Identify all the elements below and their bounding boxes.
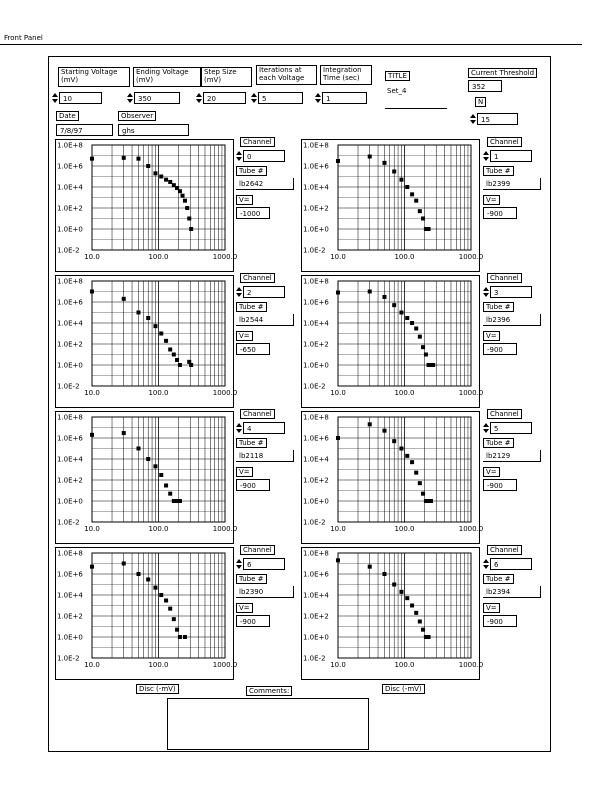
y-tick-label: 1.0E-2 [303,382,326,391]
data-point [399,311,403,315]
y-tick-label: 1.0E+2 [303,340,329,349]
data-point [146,577,150,581]
data-point [175,628,179,632]
tube-field[interactable]: lb2118 [236,450,294,462]
window-title: Front Panel [4,34,43,42]
channel-spinner[interactable] [483,150,489,162]
data-point [90,290,94,294]
data-point [90,565,94,569]
plot-2 [55,275,241,411]
data-point [185,206,189,210]
x-tick-label: 1000.0 [458,525,484,533]
ending-voltage-spinner[interactable] [127,92,133,104]
data-point [405,596,409,600]
tube-label: Tube # [483,438,514,448]
data-point [164,178,168,182]
y-tick-label: 1.0E+4 [303,183,329,192]
y-tick-label: 1.0E-2 [303,654,326,663]
y-tick-label: 1.0E+6 [57,434,83,443]
data-point [178,635,182,639]
y-tick-label: 1.0E+0 [303,361,329,370]
tube-field[interactable]: lb2544 [236,314,294,326]
x-tick-label: 1000.0 [212,525,238,533]
x-tick-label: 1000.0 [458,389,484,397]
data-point [421,217,425,221]
current-threshold-label: Current Threshold [468,68,537,78]
y-tick-label: 1.0E+2 [303,612,329,621]
starting-voltage-spinner[interactable] [52,92,58,104]
y-tick-label: 1.0E+6 [303,298,329,307]
data-point [418,335,422,339]
y-tick-label: 1.0E+6 [57,162,83,171]
y-tick-label: 1.0E+4 [303,319,329,328]
plot-7 [301,547,487,683]
tube-label: Tube # [483,302,514,312]
observer-field[interactable]: ghs [118,124,189,136]
data-point [421,492,425,496]
data-point [159,175,163,179]
data-point [405,185,409,189]
data-point [410,321,414,325]
y-tick-label: 1.0E+2 [303,204,329,213]
ending-voltage-field[interactable]: 350 [134,92,180,104]
tube-field[interactable]: lb2399 [483,178,541,190]
x-tick-label: 100.0 [394,661,415,669]
channel-field[interactable]: 5 [490,422,532,434]
y-tick-label: 1.0E+4 [57,591,83,600]
starting-voltage-field[interactable]: 10 [59,92,102,104]
data-point [368,155,372,159]
data-point [136,447,140,451]
data-point [168,492,172,496]
step-size-label: Step Size (mV) [201,67,252,87]
voltage-field[interactable]: -650 [236,343,270,355]
data-point [178,363,182,367]
channel-spinner[interactable] [236,558,242,570]
y-tick-label: 1.0E+2 [57,476,83,485]
data-point [153,171,157,175]
y-tick-label: 1.0E+6 [57,298,83,307]
data-point [382,295,386,299]
current-threshold-field[interactable]: 352 [468,80,502,92]
data-point [181,194,185,198]
y-tick-label: 1.0E+4 [303,591,329,600]
data-point [382,572,386,576]
step-size-field[interactable]: 20 [203,92,246,104]
y-tick-label: 1.0E+8 [303,413,329,422]
x-tick-label: 100.0 [148,389,169,397]
channel-spinner[interactable] [236,150,242,162]
n-spinner[interactable] [470,113,476,125]
y-tick-label: 1.0E+0 [303,225,329,234]
x-tick-label: 1000.0 [458,253,484,261]
channel-label: Channel [240,273,275,283]
data-point [90,157,94,161]
voltage-label: V= [236,603,253,613]
y-tick-label: 1.0E+4 [303,455,329,464]
channel-spinner[interactable] [236,422,242,434]
voltage-label: V= [483,467,500,477]
y-tick-label: 1.0E+8 [303,549,329,558]
y-tick-label: 1.0E+6 [303,434,329,443]
data-point [146,316,150,320]
data-point [429,499,433,503]
x-tick-label: 100.0 [394,253,415,261]
voltage-label: V= [483,603,500,613]
step-size-spinner[interactable] [196,92,202,104]
x-tick-label: 1000.0 [212,253,238,261]
data-point [136,572,140,576]
voltage-label: V= [236,331,253,341]
data-point [368,290,372,294]
channel-field[interactable]: 6 [243,558,285,570]
tube-label: Tube # [236,574,267,584]
y-tick-label: 1.0E+0 [57,361,83,370]
y-tick-label: 1.0E+8 [303,141,329,150]
y-tick-label: 1.0E+0 [57,633,83,642]
data-point [90,433,94,437]
data-point [399,590,403,594]
voltage-label: V= [483,331,500,341]
x-tick-label: 1000.0 [458,661,484,669]
data-point [414,611,418,615]
plot-6 [55,547,241,683]
data-point [368,565,372,569]
voltage-label: V= [236,467,253,477]
data-point [122,562,126,566]
x-tick-label: 100.0 [148,661,169,669]
data-point [122,297,126,301]
y-tick-label: 1.0E+6 [57,570,83,579]
y-tick-label: 1.0E+2 [57,340,83,349]
data-point [336,558,340,562]
tube-label: Tube # [236,302,267,312]
tube-field[interactable]: lb2396 [483,314,541,326]
data-point [159,473,163,477]
data-point [153,324,157,328]
x-tick-label: 1000.0 [212,661,238,669]
data-point [399,447,403,451]
y-tick-label: 1.0E+0 [57,225,83,234]
n-field[interactable]: 15 [477,113,518,125]
voltage-field[interactable]: -900 [236,479,270,491]
data-point [382,161,386,165]
channel-label: Channel [487,273,522,283]
channel-spinner[interactable] [483,422,489,434]
tube-label: Tube # [483,166,514,176]
voltage-label: V= [483,195,500,205]
voltage-field[interactable]: -900 [483,479,517,491]
plot-1 [301,139,487,275]
data-point [336,159,340,163]
data-point [159,593,163,597]
channel-label: Channel [487,545,522,555]
y-tick-label: 1.0E-2 [57,246,80,255]
data-point [189,363,193,367]
title-label: TITLE [385,71,410,81]
data-point [122,156,126,160]
channel-field[interactable]: 3 [490,286,532,298]
title-field[interactable]: Set_4 [387,87,407,95]
tube-field[interactable]: lb2642 [236,178,294,190]
data-point [421,345,425,349]
observer-label: Observer [118,111,156,121]
data-point [405,454,409,458]
data-point [183,635,187,639]
channel-field[interactable]: 1 [490,150,532,162]
y-tick-label: 1.0E+0 [303,497,329,506]
tube-label: Tube # [236,438,267,448]
plot-5 [301,411,487,547]
data-point [392,169,396,173]
data-point [172,353,176,357]
comments-field[interactable] [167,698,369,750]
y-tick-label: 1.0E+4 [57,455,83,464]
tube-field[interactable]: lb2129 [483,450,541,462]
data-point [136,157,140,161]
iterations-spinner[interactable] [251,92,257,104]
channel-field[interactable]: 0 [243,150,285,162]
data-point [427,635,431,639]
y-tick-label: 1.0E+8 [303,277,329,286]
data-point [336,291,340,295]
data-point [178,499,182,503]
x-tick-label: 100.0 [148,525,169,533]
data-point [424,353,428,357]
x-tick-label: 100.0 [394,525,415,533]
x-tick-label: 10.0 [84,525,100,533]
data-point [172,617,176,621]
channel-label: Channel [240,545,275,555]
data-point [418,619,422,623]
iterations-label: Iterations at each Voltage [256,65,317,85]
y-tick-label: 1.0E-2 [303,246,326,255]
data-point [164,598,168,602]
channel-field[interactable]: 2 [243,286,285,298]
data-point [189,227,193,231]
data-point [410,460,414,464]
tube-field[interactable]: lb2394 [483,586,541,598]
date-field[interactable]: 7/8/97 [56,124,113,136]
channel-label: Channel [487,137,522,147]
y-tick-label: 1.0E+4 [57,319,83,328]
data-point [418,209,422,213]
data-point [392,583,396,587]
data-point [427,227,431,231]
tube-field[interactable]: lb2390 [236,586,294,598]
y-tick-label: 1.0E+8 [57,141,83,150]
tube-label: Tube # [483,574,514,584]
x-tick-label: 100.0 [394,389,415,397]
iterations-field[interactable]: 5 [258,92,303,104]
x-axis-label-left: Disc (-mV) [136,684,179,694]
x-tick-label: 100.0 [148,253,169,261]
channel-spinner[interactable] [483,286,489,298]
y-tick-label: 1.0E+0 [303,633,329,642]
x-tick-label: 10.0 [330,253,346,261]
channel-field[interactable]: 6 [490,558,532,570]
comments-label: Comments: [246,686,292,696]
data-point [183,199,187,203]
y-tick-label: 1.0E+8 [57,277,83,286]
y-tick-label: 1.0E+2 [57,612,83,621]
x-axis-label-right: Disc (-mV) [382,684,425,694]
x-tick-label: 10.0 [84,389,100,397]
channel-label: Channel [240,409,275,419]
channel-label: Channel [240,137,275,147]
voltage-field[interactable]: -900 [483,207,517,219]
voltage-field[interactable]: -900 [483,615,517,627]
y-tick-label: 1.0E+2 [303,476,329,485]
data-point [399,178,403,182]
data-point [164,483,168,487]
data-point [336,436,340,440]
data-point [392,303,396,307]
integration-time-spinner[interactable] [315,92,321,104]
data-point [410,192,414,196]
data-point [168,607,172,611]
y-tick-label: 1.0E+8 [57,413,83,422]
data-point [168,347,172,351]
data-point [368,422,372,426]
data-point [431,363,435,367]
y-tick-label: 1.0E+8 [57,549,83,558]
x-tick-label: 10.0 [330,661,346,669]
data-point [392,439,396,443]
ending-voltage-label: Ending Voltage (mV) [133,67,201,87]
date-label: Date [56,111,79,121]
y-tick-label: 1.0E-2 [57,382,80,391]
y-tick-label: 1.0E+2 [57,204,83,213]
y-tick-label: 1.0E-2 [303,518,326,527]
data-point [122,431,126,435]
data-point [421,628,425,632]
tube-label: Tube # [236,166,267,176]
voltage-field[interactable]: -1000 [236,207,270,219]
x-tick-label: 1000.0 [212,389,238,397]
y-tick-label: 1.0E-2 [57,518,80,527]
data-point [414,471,418,475]
y-tick-label: 1.0E-2 [57,654,80,663]
n-label: N [475,97,486,107]
data-point [146,164,150,168]
data-point [153,586,157,590]
data-point [153,464,157,468]
y-tick-label: 1.0E+6 [303,570,329,579]
y-tick-label: 1.0E+0 [57,497,83,506]
data-point [159,332,163,336]
integration-time-field[interactable]: 1 [322,92,367,104]
data-point [382,429,386,433]
data-point [414,326,418,330]
title-divider [0,44,582,45]
plot-3 [301,275,487,411]
data-point [178,189,182,193]
x-tick-label: 10.0 [84,253,100,261]
y-tick-label: 1.0E+4 [57,183,83,192]
title-field-area[interactable] [385,83,447,109]
x-tick-label: 10.0 [84,661,100,669]
integration-time-label: Integration Time (sec) [320,65,372,85]
voltage-field[interactable]: -900 [236,615,270,627]
x-tick-label: 10.0 [330,389,346,397]
starting-voltage-label: Starting Voltage (mV) [58,67,130,87]
channel-spinner[interactable] [483,558,489,570]
y-tick-label: 1.0E+6 [303,162,329,171]
voltage-field[interactable]: -900 [483,343,517,355]
x-tick-label: 10.0 [330,525,346,533]
plot-4 [55,411,241,547]
data-point [168,180,172,184]
channel-spinner[interactable] [236,286,242,298]
plot-0 [55,139,241,275]
data-point [136,311,140,315]
data-point [405,316,409,320]
data-point [414,199,418,203]
data-point [410,604,414,608]
data-point [146,457,150,461]
channel-field[interactable]: 4 [243,422,285,434]
voltage-label: V= [236,195,253,205]
channel-label: Channel [487,409,522,419]
data-point [164,339,168,343]
data-point [175,358,179,362]
data-point [187,217,191,221]
data-point [418,481,422,485]
